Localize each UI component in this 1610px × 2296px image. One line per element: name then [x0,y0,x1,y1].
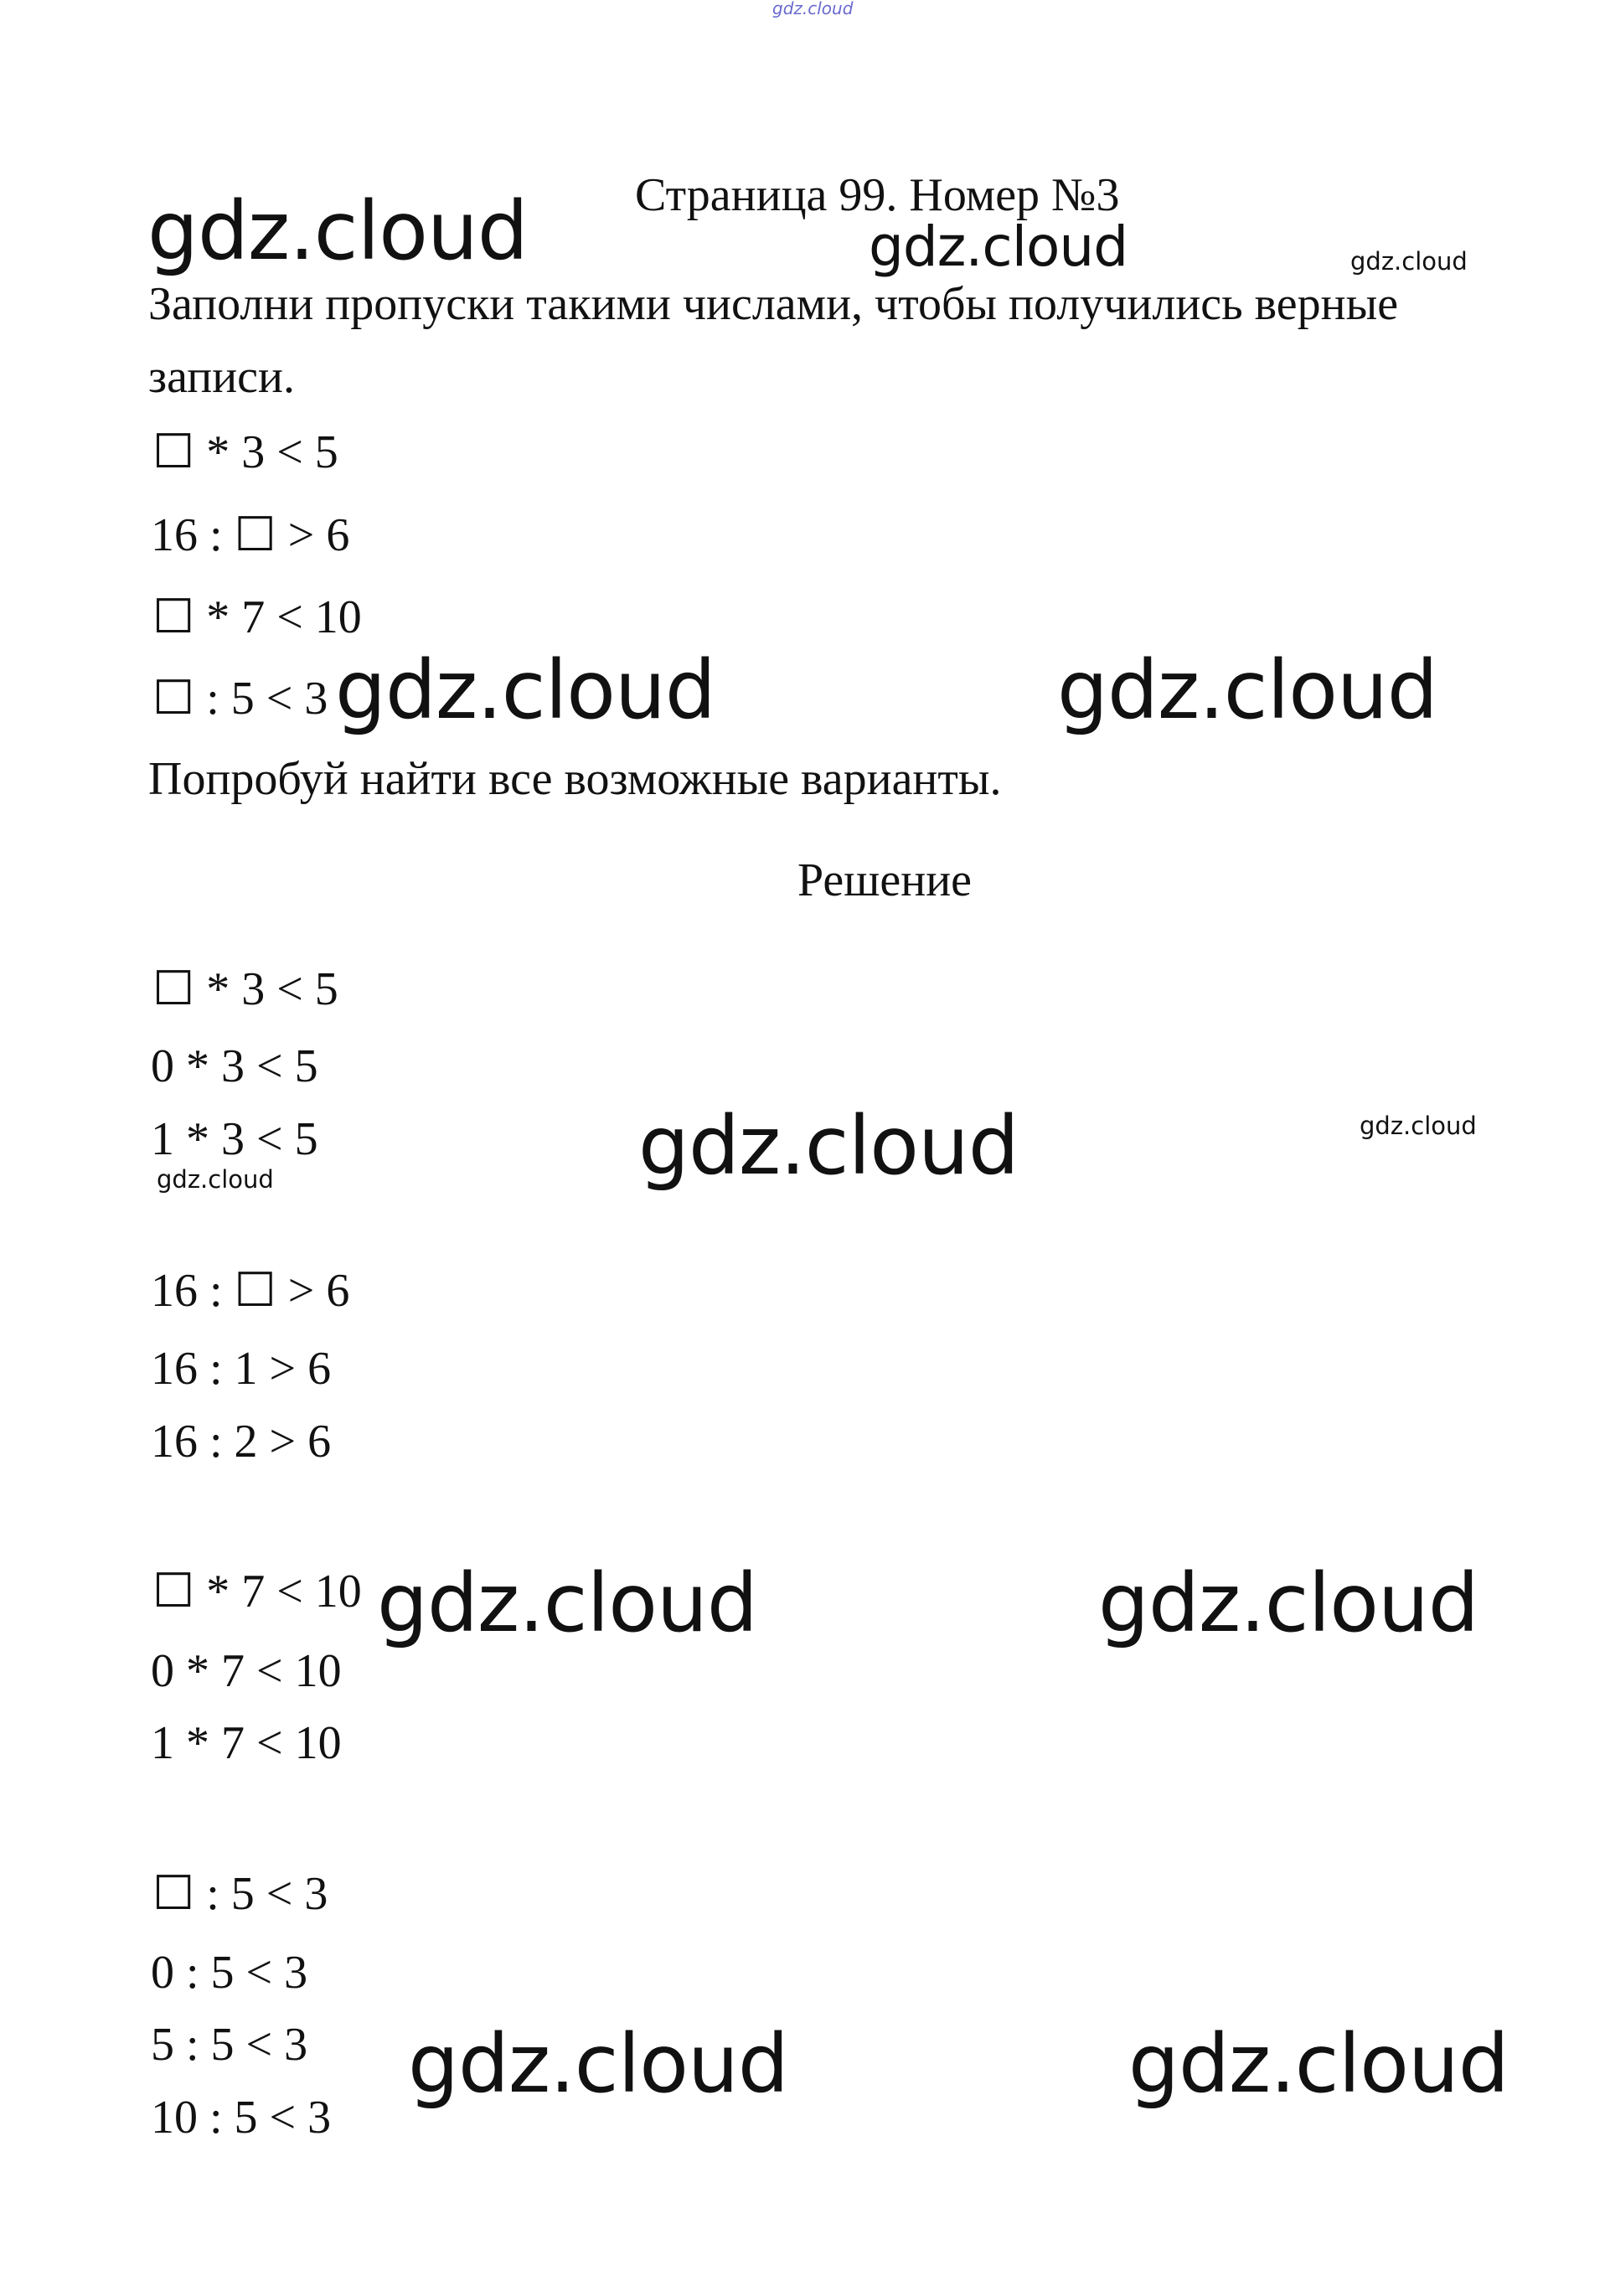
solution-answer: 10 : 5 < 3 [151,2092,332,2144]
watermark-6: gdz.cloud [638,1099,1019,1193]
watermark-10: gdz.cloud [1098,1556,1478,1650]
solution-answer: 0 : 5 < 3 [151,1947,308,1999]
solution-answer: 1 * 7 < 10 [151,1717,342,1769]
watermark-top: gdz.cloud [772,0,854,18]
watermark-7: gdz.cloud [1360,1112,1477,1140]
watermark-8: gdz.cloud [157,1165,274,1194]
task-line-1: Заполни пропуски такими числами, чтобы получились верные [148,278,1399,330]
page-title: Страница 99. Номер №3 [635,169,1120,221]
watermark-12: gdz.cloud [1128,2017,1509,2111]
watermark-11: gdz.cloud [408,2017,788,2111]
solution-heading: Решение [797,854,973,906]
watermark-9: gdz.cloud [377,1556,757,1650]
watermark-5: gdz.cloud [1057,643,1437,737]
task-expression: ☐ * 7 < 10 [152,591,362,643]
watermark-1: gdz.cloud [147,184,528,278]
solution-expression: ☐ * 3 < 5 [152,963,338,1015]
task-line-2: записи. [148,351,295,403]
solution-answer: 0 * 3 < 5 [151,1040,318,1092]
solution-answer: 1 * 3 < 5 [151,1113,318,1165]
watermark-2: gdz.cloud [869,214,1128,279]
solution-answer: 16 : 1 > 6 [151,1343,332,1395]
solution-answer: 5 : 5 < 3 [151,2019,308,2071]
watermark-3: gdz.cloud [1350,247,1468,276]
task-expression: 16 : ☐ > 6 [151,509,350,561]
task-hint: Попробуй найти все возможные варианты. [148,753,1002,805]
solution-answer: 0 * 7 < 10 [151,1645,342,1697]
task-expression: ☐ : 5 < 3 [152,673,328,725]
solution-answer: 16 : 2 > 6 [151,1416,332,1468]
solution-expression: ☐ * 7 < 10 [152,1566,362,1618]
solution-expression: 16 : ☐ > 6 [151,1265,350,1317]
task-expression: ☐ * 3 < 5 [152,426,338,478]
solution-expression: ☐ : 5 < 3 [152,1868,328,1920]
watermark-4: gdz.cloud [335,643,715,737]
